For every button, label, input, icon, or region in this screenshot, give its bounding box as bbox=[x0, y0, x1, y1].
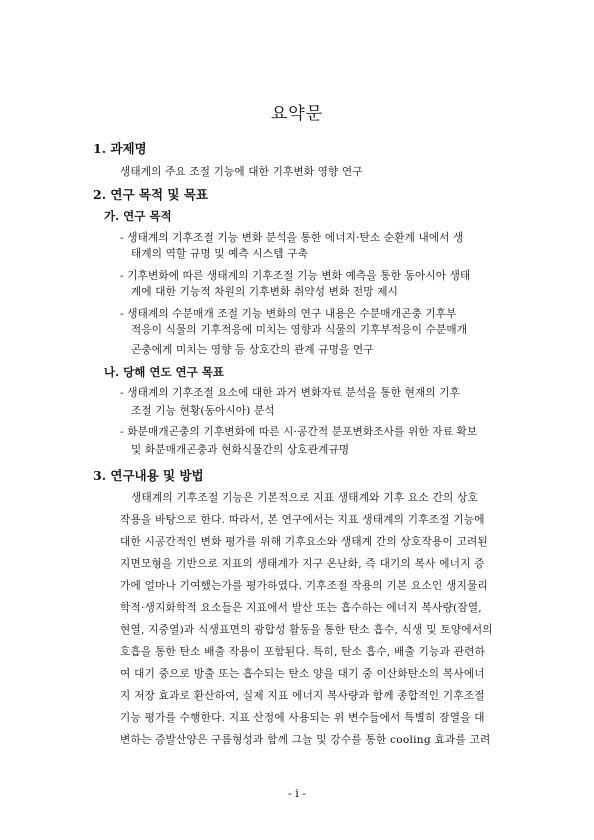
purpose-bullet-2-line-1: - 기후변화에 따른 생태계의 기후조절 기능 변화 예측을 통한 동아시아 생태 bbox=[120, 270, 471, 282]
method-line: 가에 얼마나 기여했는가를 평가하였다. 기후조절 작용의 기본 요소인 생지물리 bbox=[120, 580, 489, 592]
subsection-2a-heading: 가. 연구 목적 bbox=[104, 209, 172, 223]
method-line: 여 대기 중으로 방출 또는 흡수되는 탄소 양을 대기 중 이산화탄소의 복사에너 bbox=[120, 668, 485, 680]
purpose-bullet-1-line-1: - 생태계의 기후조절 기능 변화 분석을 통한 에너지·탄소 순환계 내에서 생 bbox=[120, 232, 464, 244]
goal-bullet-1-line-2: 조절 기능 현황(동아시아) 분석 bbox=[131, 405, 275, 417]
goal-bullet-2-line-2: 및 화분매개곤충과 현화식물간의 상호관계규명 bbox=[131, 444, 350, 456]
method-line: 대한 시공간적인 변화 평가를 위해 기후요소와 생태계 간의 상호작용이 고려된 bbox=[120, 536, 489, 548]
page-number: - i - bbox=[288, 787, 306, 800]
project-name-text: 생태계의 주요 조절 기능에 대한 기후변화 영향 연구 bbox=[120, 166, 363, 178]
goal-bullet-1-line-1: - 생태계의 기후조절 요소에 대한 과거 변화자료 분석을 통한 현재의 기후 bbox=[120, 387, 461, 399]
section-3-heading: 3. 연구내용 및 방법 bbox=[93, 468, 204, 483]
method-line: 지 저장 효과로 환산하여, 실제 지표 에너지 복사량과 함께 종합적인 기후조절 bbox=[120, 690, 485, 702]
page-title: 요약문 bbox=[270, 104, 324, 124]
purpose-bullet-3-line-3: 곤충에게 미치는 영향 등 상호간의 관계 규명을 연구 bbox=[131, 344, 374, 356]
purpose-bullet-3-line-1: - 생태계의 수분매개 조절 기능 변화의 연구 내용은 수분매개곤충 기후부 bbox=[120, 308, 457, 320]
purpose-bullet-1-line-2: 태계의 역할 규명 및 예측 시스템 구축 bbox=[131, 248, 308, 260]
goal-bullet-2-line-1: - 화분매개곤충의 기후변화에 따른 시·공간적 분포변화조사를 위한 자료 확보 bbox=[120, 426, 478, 438]
section-2-heading: 2. 연구 목적 및 목표 bbox=[93, 187, 208, 202]
method-line: 변하는 증발산양은 구름형성과 함께 그늘 및 강수를 통한 cooling 효과를 고려 bbox=[120, 734, 491, 746]
method-line: 학적·생지화학적 요소들은 지표에서 발산 또는 흡수하는 에너지 복사량(잠열, bbox=[120, 602, 482, 614]
section-1-heading: 1. 과제명 bbox=[93, 141, 147, 156]
method-line: 호흡을 통한 탄소 배출 작용이 포함된다. 특히, 탄소 흡수, 배출 기능과 관련하 bbox=[120, 646, 486, 658]
purpose-bullet-2-line-2: 계에 대한 기능적 차원의 기후변화 취약성 변화 전망 제시 bbox=[131, 286, 398, 298]
method-line: 기능 평가를 수행한다. 지표 산정에 사용되는 위 변수들에서 특별히 잠열을 대 bbox=[120, 712, 485, 724]
method-line: 작용을 바탕으로 한다. 따라서, 본 연구에서는 지표 생태계의 기후조절 기능에 bbox=[120, 514, 485, 526]
method-line: 현열, 지중열)과 식생표면의 광합성 활동을 통한 탄소 흡수, 식생 및 토양에서의 bbox=[120, 624, 493, 636]
subsection-2b-heading: 나. 당해 연도 연구 목표 bbox=[104, 365, 224, 379]
purpose-bullet-3-line-2: 적응이 식물의 기후적응에 미치는 영향과 식물의 기후부적응이 수분매개 bbox=[131, 324, 468, 336]
method-line: 지면모형을 기반으로 지표의 생태계가 지구 온난화, 즉 대기의 복사 에너지 증 bbox=[120, 558, 485, 570]
method-line: 생태계의 기후조절 기능은 기본적으로 지표 생태계와 기후 요소 간의 상호 bbox=[131, 492, 479, 504]
